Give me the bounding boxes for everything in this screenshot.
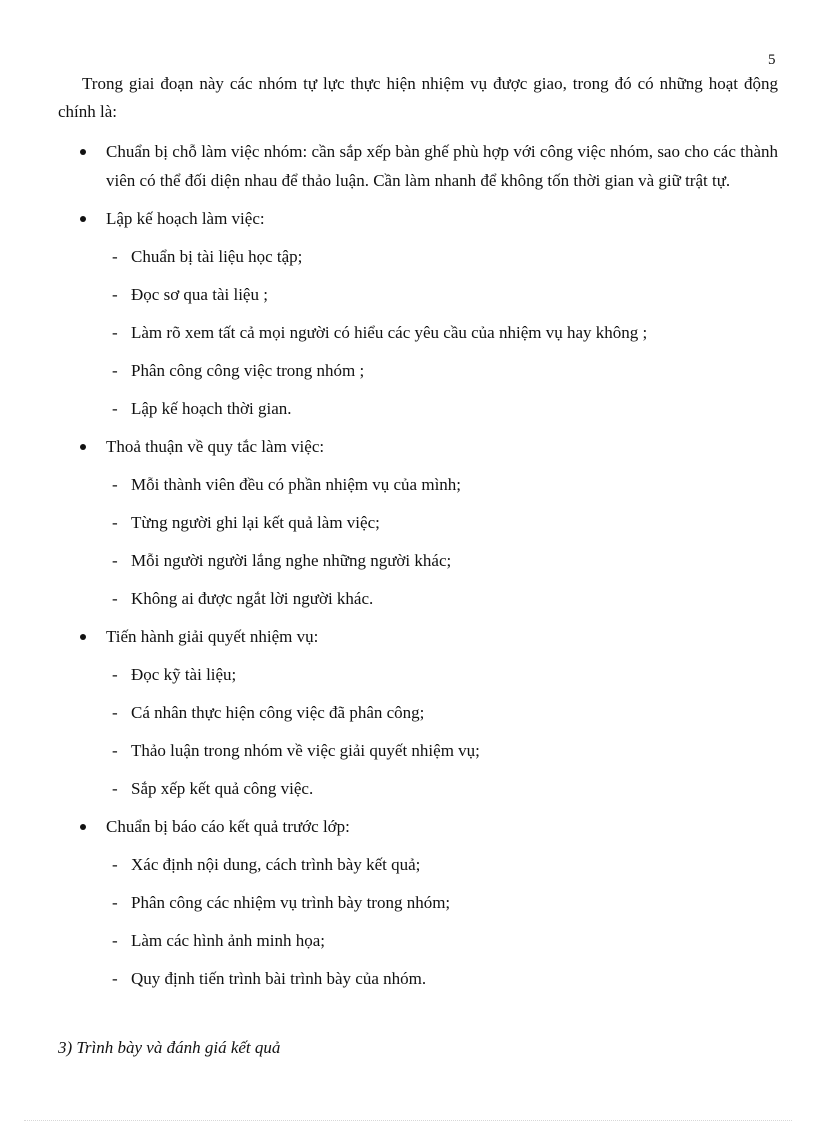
activity-list <box>0 137 816 1002</box>
sub-item-text: Xác định nội dung, cách trình bày kết quả; <box>131 855 421 874</box>
sub-item-text: Đọc kỹ tài liệu; <box>131 665 237 684</box>
dash-marker: - <box>112 741 118 760</box>
dash-marker: - <box>112 589 118 608</box>
dash-marker: - <box>112 399 118 418</box>
bullet-item <box>0 622 816 812</box>
dash-marker: - <box>112 665 118 684</box>
sub-list-item <box>0 280 816 309</box>
dash-marker: - <box>112 475 118 494</box>
sub-list-item <box>0 318 816 347</box>
dash-marker: - <box>112 513 118 532</box>
bullet-text: Chuẩn bị báo cáo kết quả trước lớp: <box>106 817 350 836</box>
sub-list-item <box>0 394 816 423</box>
sub-list-item <box>0 964 816 993</box>
sub-list <box>0 850 816 993</box>
page-bottom-divider <box>24 1120 792 1121</box>
sub-item-text: Mỗi thành viên đều có phần nhiệm vụ của mình; <box>131 475 462 494</box>
sub-list-item <box>0 698 816 727</box>
bullet-text: Tiến hành giải quyết nhiệm vụ: <box>106 627 319 646</box>
sub-item-text: Làm rõ xem tất cả mọi người có hiểu các yêu cầu của nhiệm vụ hay không ; <box>131 323 648 342</box>
dash-marker: - <box>112 285 118 304</box>
sub-item-text: Phân công công việc trong nhóm ; <box>131 361 365 380</box>
sub-item-text: Đọc sơ qua tài liệu ; <box>131 285 268 304</box>
dash-marker: - <box>112 779 118 798</box>
sub-item-text: Mỗi người người lắng nghe những người khác; <box>131 551 452 570</box>
bullet-text: Chuẩn bị chỗ làm việc nhóm: cần sắp xếp bàn ghế phù hợp với công việc nhóm, sao cho các thành viên có thể đối diện nhau để thảo luận. Cần làm nhanh để không tốn thời gian và giữ trật tự. <box>106 142 778 190</box>
sub-list-item <box>0 242 816 271</box>
sub-item-text: Cá nhân thực hiện công việc đã phân công; <box>131 703 425 722</box>
bullet-dot-icon <box>80 444 86 450</box>
dash-marker: - <box>112 323 118 342</box>
sub-list-item <box>0 470 816 499</box>
dash-marker: - <box>112 931 118 950</box>
page-number: 5 <box>768 52 776 68</box>
sub-item-text: Phân công các nhiệm vụ trình bày trong nhóm; <box>131 893 451 912</box>
sub-list-item <box>0 584 816 613</box>
sub-list <box>0 660 816 803</box>
sub-list-item <box>0 888 816 917</box>
dash-marker: - <box>112 703 118 722</box>
sub-item-text: Từng người ghi lại kết quả làm việc; <box>131 513 380 532</box>
bullet-dot-icon <box>80 216 86 222</box>
sub-item-text: Chuẩn bị tài liệu học tập; <box>131 247 303 266</box>
sub-list-item <box>0 660 816 689</box>
sub-list-item <box>0 356 816 385</box>
bullet-dot-icon <box>80 824 86 830</box>
sub-item-text: Không ai được ngắt lời người khác. <box>131 589 374 608</box>
bullet-item <box>0 137 816 204</box>
dash-marker: - <box>112 969 118 988</box>
sub-item-text: Làm các hình ảnh minh họa; <box>131 931 326 950</box>
bullet-text: Thoả thuận về quy tắc làm việc: <box>106 437 325 456</box>
sub-list-item <box>0 926 816 955</box>
bullet-dot-icon <box>80 149 86 155</box>
sub-list <box>0 470 816 613</box>
dash-marker: - <box>112 551 118 570</box>
intro-paragraph: Trong giai đoạn này các nhóm tự lực thực hiện nhiệm vụ được giao, trong đó có những hoạt động chính là: <box>58 74 778 121</box>
sub-list-item <box>0 774 816 803</box>
bullet-item <box>0 204 816 432</box>
sub-item-text: Sắp xếp kết quả công việc. <box>131 779 314 798</box>
sub-item-text: Quy định tiến trình bài trình bày của nhóm. <box>131 969 427 988</box>
bullet-item <box>0 812 816 1002</box>
bullet-item <box>0 432 816 622</box>
dash-marker: - <box>112 247 118 266</box>
dash-marker: - <box>112 361 118 380</box>
sub-list-item <box>0 508 816 537</box>
bullet-text: Lập kế hoạch làm việc: <box>106 209 265 228</box>
sub-list-item <box>0 546 816 575</box>
dash-marker: - <box>112 893 118 912</box>
sub-list-item <box>0 850 816 879</box>
section-heading: 3) Trình bày và đánh giá kết quả <box>58 1038 281 1057</box>
dash-marker: - <box>112 855 118 874</box>
sub-item-text: Thảo luận trong nhóm về việc giải quyết nhiệm vụ; <box>131 741 480 760</box>
sub-list <box>0 242 816 423</box>
sub-item-text: Lập kế hoạch thời gian. <box>131 399 292 418</box>
sub-list-item <box>0 736 816 765</box>
bullet-dot-icon <box>80 634 86 640</box>
